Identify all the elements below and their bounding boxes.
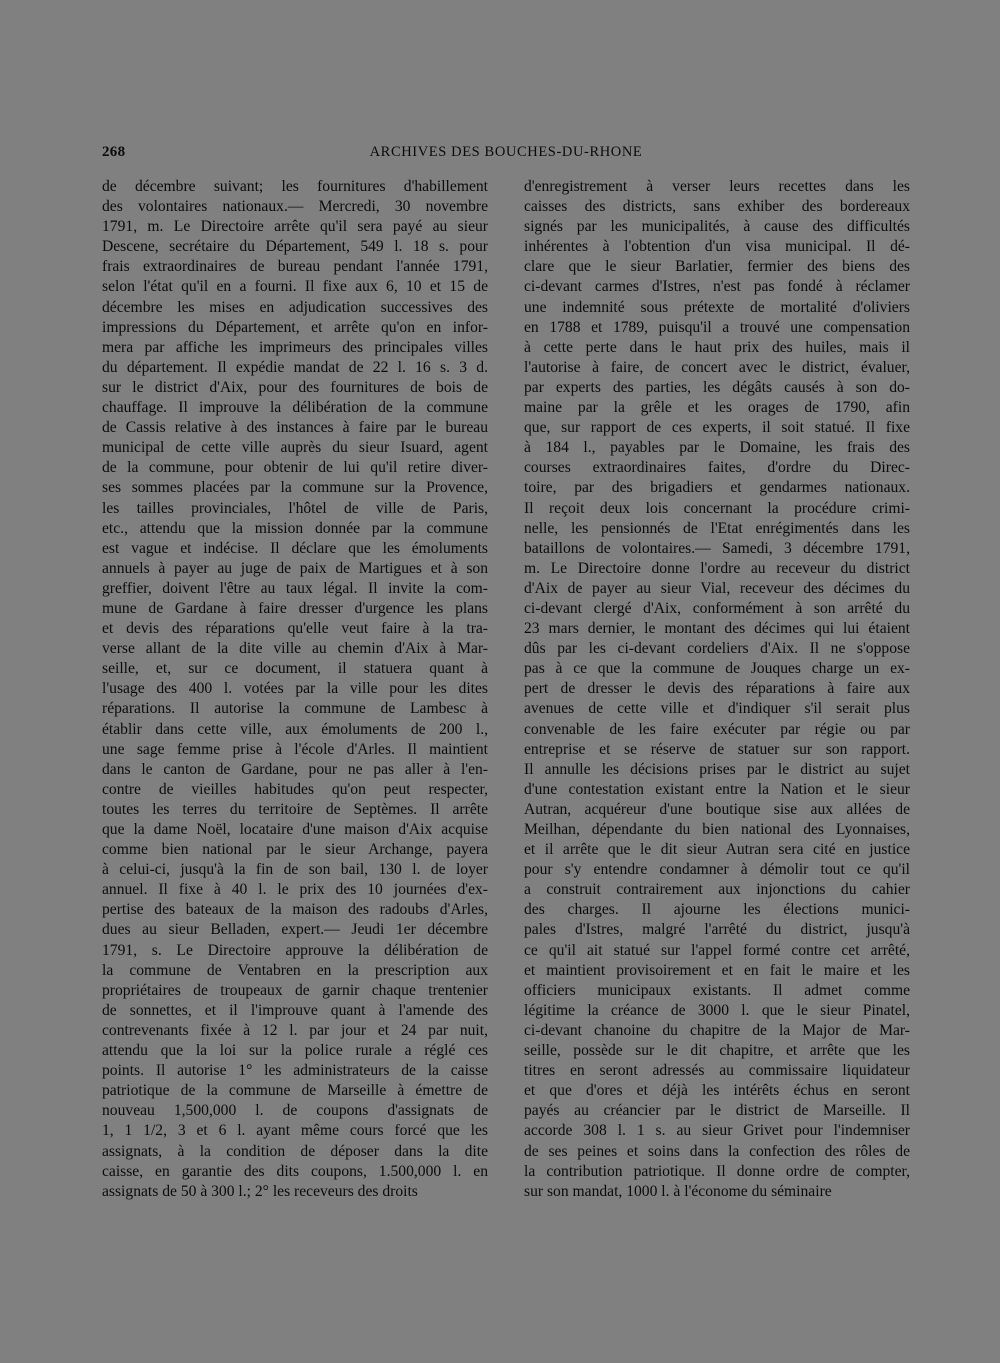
text-line: toutes les terres du territoire de Septèmes. Il arrête: [102, 800, 488, 818]
page-header: [102, 144, 910, 164]
text-line: assignats de 50 à 300 l.; 2° les receveurs des droits: [102, 1182, 418, 1200]
text-line: des volontaires nationaux.— Mercredi, 30 novembre: [102, 198, 488, 216]
text-line: toire, par des brigadiers et gendarmes nationaux.: [524, 479, 910, 497]
text-line: verse allant de la dite ville au chemin d'Aix à Mar-: [102, 640, 488, 658]
text-line: nouveau 1,500,000 l. de coupons d'assignats de: [102, 1102, 488, 1120]
text-line: pert de dresser le devis des réparations à faire aux: [524, 680, 910, 698]
text-line: avenues de cette ville et d'indiquer s'il serait plus: [524, 700, 910, 718]
text-line: maine par la grêle et les orages de 1790, afin: [524, 399, 910, 417]
running-title: ARCHIVES DES BOUCHES-DU-RHONE: [369, 144, 643, 160]
text-line: et il arrête que le dit sieur Autran sera cité en justice: [524, 841, 910, 859]
text-line: que la dame Noël, locataire d'une maison d'Aix acquise: [102, 821, 488, 838]
text-line: par experts des parties, les dégâts causés à son do-: [524, 378, 910, 396]
text-line: caisses des districts, sans exhiber des bordereaux: [524, 198, 910, 216]
text-line: l'usage des 400 l. votées par la ville pour les dites: [102, 680, 488, 698]
text-line: à cette perte dans le haut prix des huiles, mais il: [524, 338, 910, 356]
text-line: convenable de les faire exécuter par régie ou par: [524, 720, 910, 738]
text-line: sur le district d'Aix, pour des fournitures de bois de: [102, 378, 488, 396]
text-line: dues au sieur Belladen, expert.— Jeudi 1er décembre: [102, 921, 488, 939]
text-line: Il annulle les décisions prises par le district au sujet: [524, 760, 910, 778]
text-line: sur son mandat, 1000 l. à l'économe du séminaire: [524, 1182, 832, 1200]
text-line: comme bien national par le sieur Archange, payera: [102, 841, 488, 859]
text-line: bataillons de volontaires.— Samedi, 3 décembre 1791,: [524, 539, 910, 557]
text-line: patriotique de la commune de Marseille à émettre de: [102, 1082, 488, 1100]
left-column: [102, 177, 488, 1202]
text-line: est vague et indécise. Il déclare que les émoluments: [102, 539, 488, 557]
text-line: ci-devant chanoine du chapitre de la Major de Mar-: [524, 1021, 910, 1039]
text-line: en 1788 et 1789, puisqu'il a trouvé une compensation: [524, 318, 910, 336]
text-line: m. Le Directoire donne l'ordre au receveur du district: [524, 559, 910, 577]
text-line: courses extraordinaires faites, d'ordre du Direc-: [524, 459, 910, 477]
text-line: du département. Il expédie mandat de 22 l. 16 s. 3 d.: [102, 358, 488, 376]
text-line: accorde 308 l. 1 s. au sieur Grivet pour l'indemniser: [524, 1122, 910, 1140]
text-line: l'autorise à faire, de concert avec le district, évaluer,: [524, 358, 910, 376]
text-line: annuels à payer au juge de paix de Martigues et à son: [102, 559, 488, 577]
text-line: de Cassis relative à des instances à faire par le bureau: [102, 419, 488, 437]
text-line: officiers municipaux existants. Il admet comme: [524, 981, 910, 999]
text-line: seille, possède sur le dit chapitre, et arrête que les: [524, 1042, 910, 1060]
text-line: nelle, les pensionnés de l'Etat enrégimentés dans les: [524, 519, 910, 537]
text-line: clare que le sieur Barlatier, fermier des biens des: [524, 258, 910, 276]
text-line: mera par affiche les imprimeurs des principales villes: [102, 338, 488, 356]
text-line: chauffage. Il improuve la délibération de la commune: [102, 399, 488, 417]
text-line: de ses peines et soins dans la confection des rôles de: [524, 1142, 910, 1160]
text-line: pales d'Istres, malgré l'arrêté du district, jusqu'à: [524, 921, 910, 939]
text-line: des charges. Il ajourne les élections munici-: [524, 901, 910, 919]
text-line: 1791, s. Le Directoire approuve la délibération de: [102, 941, 488, 959]
text-line: selon l'état qu'il en a fourni. Il fixe aux 6, 10 et 15 de: [102, 278, 488, 296]
text-line: les tailles provinciales, l'hôtel de ville de Paris,: [102, 499, 488, 517]
text-line: assignats, à la condition de déposer dans la dite: [102, 1142, 488, 1160]
text-line: propriétaires de troupeaux de garnir chaque trentenier: [102, 981, 488, 999]
text-line: d'enregistrement à verser leurs recettes dans les: [524, 178, 910, 195]
text-line: d'une contestation existant entre la Nation et le sieur: [524, 780, 910, 798]
text-line: etc., attendu que la mission donnée par la commune: [102, 519, 488, 537]
text-line: ses sommes placées par la commune sur la Provence,: [102, 479, 488, 497]
text-line: établir dans cette ville, aux émoluments de 200 l.,: [102, 720, 488, 738]
text-line: d'Aix de payer au sieur Vial, receveur des décimes du: [524, 579, 910, 597]
text-line: a construit contrairement aux injonctions du cahier: [524, 881, 910, 899]
text-line: et maintient provisoirement et en fait le maire et les: [524, 961, 910, 979]
text-line: municipal de cette ville auprès du sieur Isuard, agent: [102, 439, 488, 457]
text-line: une sage femme prise à l'école d'Arles. Il maintient: [102, 740, 488, 758]
text-line: titres en seront adressés au commissaire liquidateur: [524, 1062, 910, 1080]
text-line: contre de vieilles habitudes qu'on peut respecter,: [102, 780, 488, 798]
text-line: une indemnité sous prétexte de mortalité d'oliviers: [524, 298, 910, 316]
text-line: légitime la créance de 3000 l. que le sieur Pinatel,: [524, 1001, 910, 1019]
text-line: attendu que la loi sur la police rurale a réglé ces: [102, 1042, 488, 1060]
text-line: de la commune, pour obtenir de lui qu'il retire diver-: [102, 459, 488, 477]
text-line: pour s'y entendre condamner à démolir tout ce qu'il: [524, 861, 910, 879]
text-line: caisse, en garantie des dits coupons, 1.500,000 l. en: [102, 1162, 488, 1180]
text-line: Meilhan, dépendante du bien national des Lyonnaises,: [524, 821, 910, 838]
text-line: pertise des bateaux de la maison des radoubs d'Arles,: [102, 901, 488, 919]
text-line: 23 mars dernier, le montant des décimes qui lui étaient: [524, 620, 910, 638]
text-line: entreprise et se réserve de statuer sur son rapport.: [524, 740, 910, 758]
text-line: à celui-ci, jusqu'à la fin de son bail, 130 l. de loyer: [102, 861, 488, 879]
text-line: la contribution patriotique. Il donne ordre de compter,: [524, 1162, 910, 1180]
text-line: impressions du Département, et arrête qu'on en infor-: [102, 318, 488, 336]
text-line: annuel. Il fixe à 40 l. le prix des 10 journées d'ex-: [102, 881, 488, 899]
text-line: Descene, secrétaire du Département, 549 l. 18 s. pour: [102, 238, 488, 256]
text-line: de sonnettes, et il l'improuve quant à l'amende des: [102, 1001, 488, 1019]
text-line: points. Il autorise 1° les administrateurs de la caisse: [102, 1062, 488, 1080]
text-line: Il reçoit deux lois concernant la procédure crimi-: [524, 499, 910, 517]
right-column: [524, 177, 910, 1202]
text-line: et que d'ores et déjà les intérêts échus en seront: [524, 1082, 910, 1100]
text-line: frais extraordinaires de bureau pendant l'année 1791,: [102, 258, 488, 276]
text-line: Autran, acquéreur d'une boutique sise aux allées de: [524, 800, 910, 818]
text-line: dans le canton de Gardane, pour ne pas aller à l'en-: [102, 760, 488, 778]
text-line: ce qu'il ait statué sur l'appel formé contre cet arrêté,: [524, 941, 910, 959]
text-line: 1, 1 1/2, 3 et 6 l. ayant même cours forcé que les: [102, 1122, 488, 1140]
text-line: que, sur rapport de ces experts, il soit statué. Il fixe: [524, 419, 910, 437]
text-line: à 184 l., payables par le Domaine, les frais des: [524, 439, 910, 457]
text-line: signés par les municipalités, à cause des difficultés: [524, 218, 910, 236]
text-line: ci-devant carmes d'Istres, n'est pas fondé à réclamer: [524, 278, 910, 296]
text-line: pas à ce que la commune de Jouques charge un ex-: [524, 660, 910, 678]
text-line: dûs par les ci-devant cordeliers d'Aix. Il ne s'oppose: [524, 640, 910, 658]
text-line: et devis des réparations qu'elle veut faire à la tra-: [102, 620, 488, 638]
text-line: greffier, doivent l'être au taux légal. Il invite la com-: [102, 579, 488, 597]
text-line: ci-devant clergé d'Aix, conformément à son arrêté du: [524, 599, 910, 617]
text-line: 1791, m. Le Directoire arrête qu'il sera payé au sieur: [102, 218, 488, 236]
text-line: seille, et, sur ce document, il statuera quant à: [102, 660, 488, 678]
text-line: de décembre suivant; les fournitures d'habillement: [102, 178, 488, 195]
text-line: décembre les mises en adjudication successives des: [102, 298, 488, 316]
text-line: la commune de Ventabren en la prescription aux: [102, 961, 488, 979]
text-line: mune de Gardane à faire dresser d'urgence les plans: [102, 599, 488, 617]
text-line: inhérentes à l'obtention d'un visa municipal. Il dé-: [524, 238, 910, 256]
text-line: contrevenants fixée à 12 l. par jour et 24 par nuit,: [102, 1021, 488, 1039]
text-line: payés au créancier par le district de Marseille. Il: [524, 1102, 910, 1120]
page-number: 268: [102, 144, 126, 160]
text-line: réparations. Il autorise la commune de Lambesc à: [102, 700, 488, 718]
